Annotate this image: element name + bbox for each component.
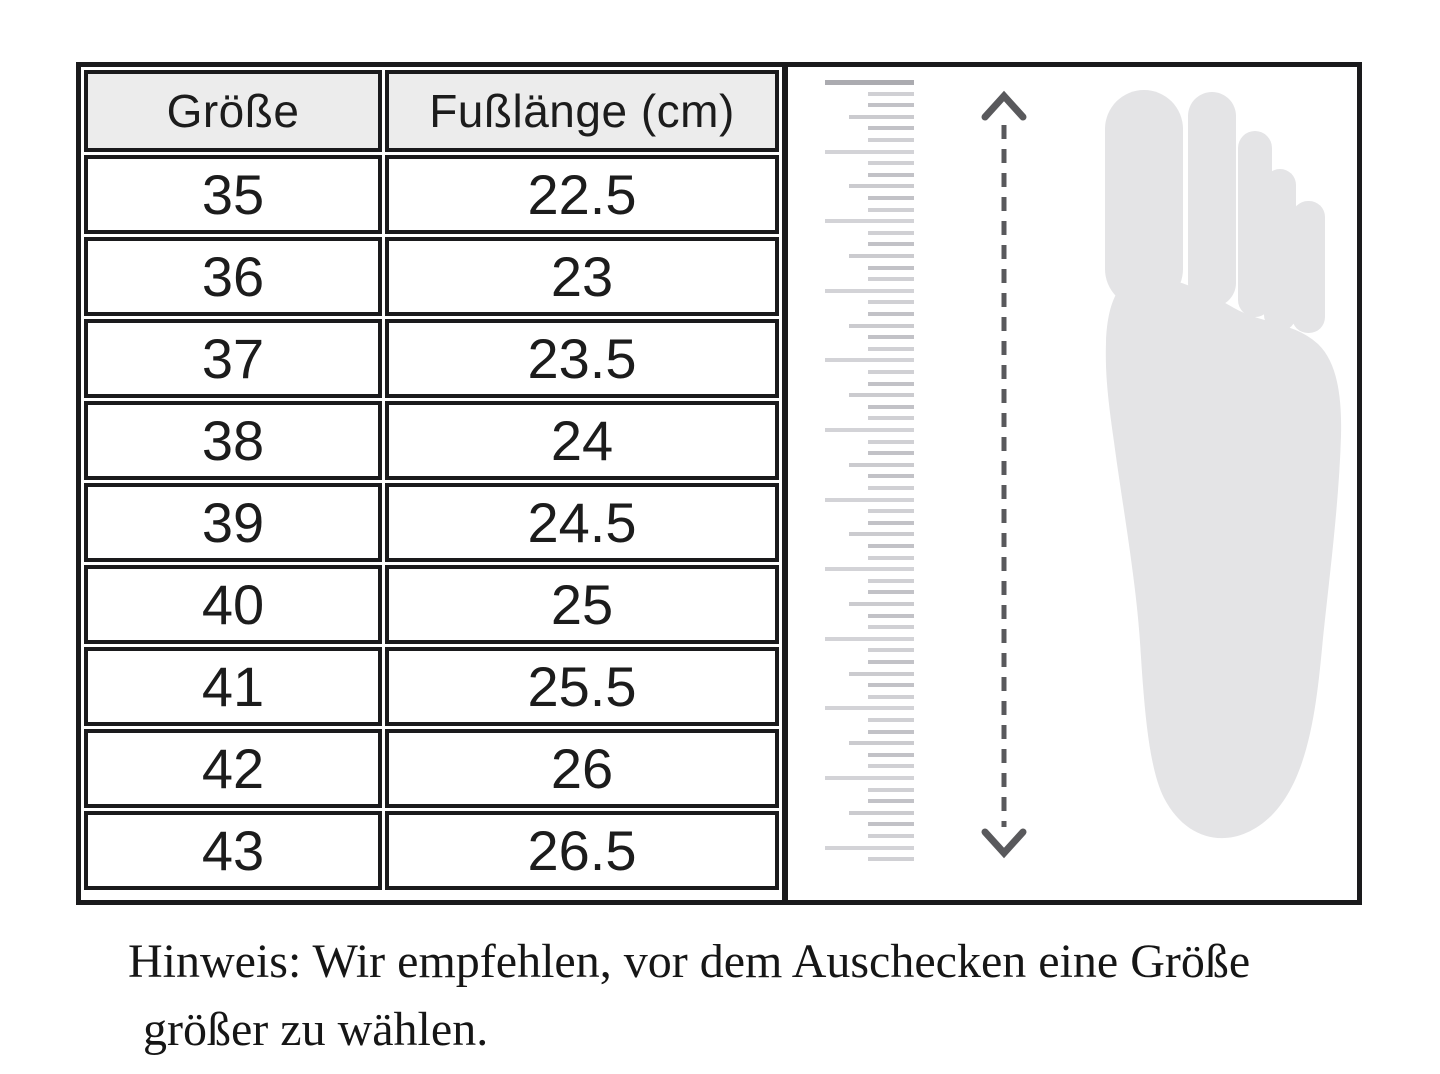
ruler-tick — [825, 706, 914, 710]
length-cell: 26 — [385, 729, 779, 808]
measurement-arrow-icon — [978, 87, 1030, 862]
ruler-tick — [868, 335, 914, 339]
ruler-tick — [868, 208, 914, 212]
ruler-tick — [868, 440, 914, 444]
ruler-tick — [868, 161, 914, 165]
foot-silhouette-icon — [1094, 82, 1344, 847]
ruler-tick — [825, 80, 914, 85]
note-text — [128, 928, 1250, 1064]
table-row — [84, 811, 779, 890]
ruler-tick — [825, 428, 914, 432]
ruler-tick — [868, 521, 914, 525]
ruler-tick — [849, 532, 914, 536]
size-cell: 40 — [84, 565, 382, 644]
ruler-tick — [868, 857, 914, 861]
ruler-tick — [825, 498, 914, 502]
length-cell: 26.5 — [385, 811, 779, 890]
length-cell: 25.5 — [385, 647, 779, 726]
table-row — [84, 237, 779, 316]
ruler-tick — [868, 834, 914, 838]
ruler-tick — [868, 382, 914, 386]
table-header-row — [84, 70, 779, 152]
ruler-tick — [868, 556, 914, 560]
ruler-tick — [868, 648, 914, 652]
ruler-tick — [868, 231, 914, 235]
length-cell: 23 — [385, 237, 779, 316]
ruler-tick — [868, 683, 914, 687]
ruler-tick — [868, 173, 914, 177]
table-row — [84, 729, 779, 808]
table-row — [84, 319, 779, 398]
ruler-tick — [868, 544, 914, 548]
ruler-tick — [868, 300, 914, 304]
length-cell: 24.5 — [385, 483, 779, 562]
ruler-tick — [849, 463, 914, 467]
ruler-tick — [868, 126, 914, 130]
ruler-tick — [868, 764, 914, 768]
ruler-tick — [825, 150, 914, 154]
ruler-tick — [868, 579, 914, 583]
ruler-tick — [849, 741, 914, 745]
ruler-tick — [868, 730, 914, 734]
length-cell: 23.5 — [385, 319, 779, 398]
ruler-tick — [825, 358, 914, 362]
ruler-tick — [868, 92, 914, 96]
ruler-tick — [868, 405, 914, 409]
ruler-tick — [825, 289, 914, 293]
ruler-tick — [849, 184, 914, 188]
size-cell: 39 — [84, 483, 382, 562]
ruler-tick — [868, 822, 914, 826]
size-table-section — [81, 67, 788, 900]
ruler-tick — [868, 614, 914, 618]
ruler-tick — [825, 846, 914, 850]
table-row — [84, 565, 779, 644]
measurement-illustration — [788, 67, 1357, 900]
size-cell: 36 — [84, 237, 382, 316]
ruler-tick — [868, 695, 914, 699]
ruler-tick — [849, 115, 914, 119]
column-header-foot-length: Fußlänge (cm) — [385, 70, 779, 152]
ruler-tick — [868, 451, 914, 455]
ruler-tick — [868, 138, 914, 142]
ruler-tick — [825, 567, 914, 571]
size-cell: 43 — [84, 811, 382, 890]
ruler-tick — [868, 103, 914, 107]
ruler-tick — [868, 196, 914, 200]
ruler-tick — [868, 312, 914, 316]
ruler-tick — [868, 799, 914, 803]
size-cell: 38 — [84, 401, 382, 480]
note-line-1: Hinweis: Wir empfehlen, vor dem Auschecken eine Größe — [128, 935, 1251, 988]
size-cell: 35 — [84, 155, 382, 234]
ruler-tick — [868, 277, 914, 281]
ruler-tick — [868, 660, 914, 664]
note-line-2: größer zu wählen. — [143, 1003, 489, 1056]
ruler-tick — [849, 602, 914, 606]
table-row — [84, 483, 779, 562]
ruler-tick — [868, 718, 914, 722]
ruler-tick — [868, 753, 914, 757]
table-row — [84, 647, 779, 726]
ruler-tick — [849, 811, 914, 815]
table-row — [84, 401, 779, 480]
ruler-tick — [868, 474, 914, 478]
ruler-tick — [868, 266, 914, 270]
ruler-tick — [868, 347, 914, 351]
ruler-tick — [849, 393, 914, 397]
ruler-tick — [868, 509, 914, 513]
ruler-tick — [825, 219, 914, 223]
size-chart-frame — [76, 62, 1362, 905]
size-cell: 42 — [84, 729, 382, 808]
size-cell: 37 — [84, 319, 382, 398]
ruler-tick — [868, 625, 914, 629]
ruler-tick — [868, 416, 914, 420]
ruler-tick — [825, 637, 914, 641]
ruler-tick — [849, 254, 914, 258]
ruler-tick — [868, 370, 914, 374]
ruler-tick — [868, 242, 914, 246]
column-header-size: Größe — [84, 70, 382, 152]
ruler-tick — [868, 788, 914, 792]
length-cell: 22.5 — [385, 155, 779, 234]
ruler-tick — [849, 324, 914, 328]
ruler-tick — [868, 486, 914, 490]
size-chart-table — [81, 67, 782, 893]
ruler-tick — [825, 776, 914, 780]
size-cell: 41 — [84, 647, 382, 726]
length-cell: 24 — [385, 401, 779, 480]
ruler-tick — [868, 590, 914, 594]
length-cell: 25 — [385, 565, 779, 644]
ruler-tick — [849, 672, 914, 676]
ruler-icon — [825, 80, 914, 870]
table-row — [84, 155, 779, 234]
